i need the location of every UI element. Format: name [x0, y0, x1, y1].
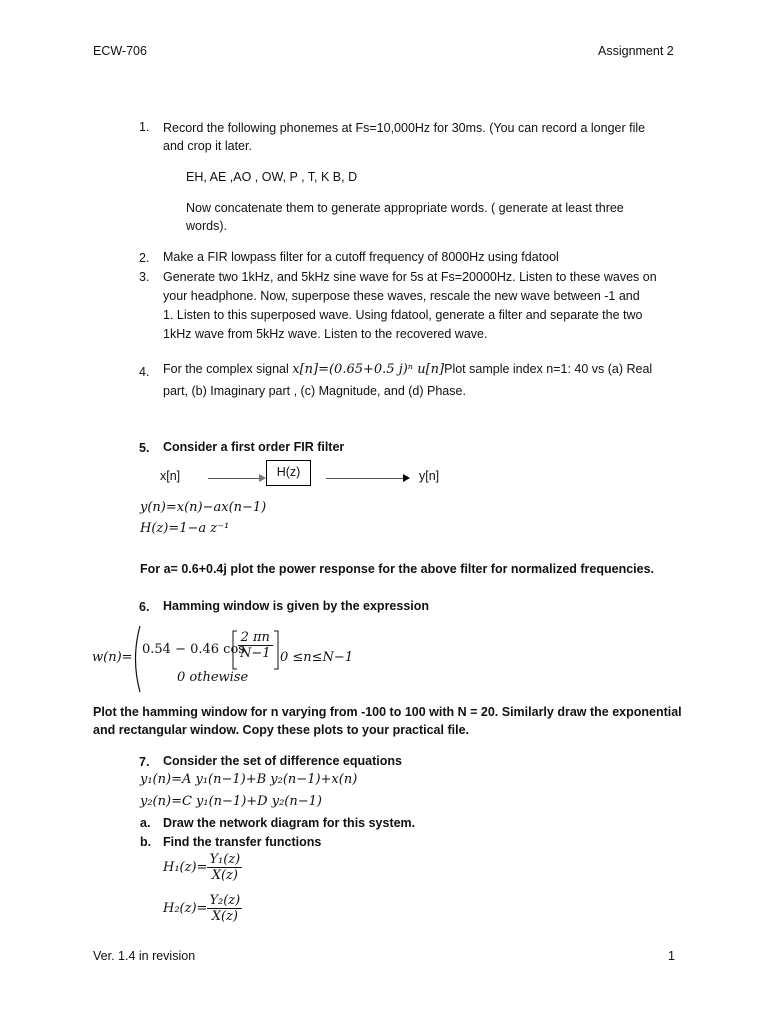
footer-page-number: 1: [668, 949, 675, 963]
transfer-h2: [163, 893, 242, 924]
h2-den: X(z): [211, 909, 238, 924]
q7-a-label: a.: [140, 816, 151, 830]
q3-line1: Generate two 1kHz, and 5kHz sine wave for 5s at Fs=20000Hz. Listen to these waves on: [163, 270, 657, 284]
hamming-case1-prefix: 0.54 − 0.46 cos: [142, 642, 245, 657]
hamming-big-paren: [130, 625, 142, 693]
q7-a-text: Draw the network diagram for this system.: [163, 816, 416, 830]
q5-transfer-function: H(z)=1−a z⁻¹: [140, 521, 230, 536]
q3-line3: 1. Listen to this superposed wave. Using fdatool, generate a filter and separate the two: [163, 308, 643, 322]
filter-block-label: H(z): [276, 465, 301, 479]
hamming-right-bracket: [273, 630, 279, 670]
q6-plot-line1: Plot the hamming window for n varying from -100 to 100 with N = 20. Similarly draw the exponential: [93, 705, 682, 719]
header-right: Assignment 2: [598, 44, 674, 58]
hamming-case2: 0 othewise: [177, 670, 249, 685]
h2-lhs: H₂(z)=: [163, 901, 208, 916]
q4-signal-formula: x[n]=(0.65+0.5 j)ⁿ u[n]: [292, 362, 445, 377]
q7-b-label: b.: [140, 835, 152, 849]
q1-concat-line2: words).: [186, 219, 227, 233]
hamming-frac-den: N−1: [240, 646, 271, 661]
q7-number: 7.: [139, 755, 150, 769]
q2-text: Make a FIR lowpass filter for a cutoff frequency of 8000Hz using fdatool: [163, 250, 559, 264]
q7-eq2: y₂(n)=C y₁(n−1)+D y₂(n−1): [140, 794, 322, 809]
h1-den: X(z): [211, 868, 238, 883]
filter-input-line: [208, 478, 262, 479]
filter-block: [266, 460, 311, 486]
q4-line1: [163, 362, 652, 377]
q6-plot-line2: and rectangular window. Copy these plots to your practical file.: [93, 723, 469, 737]
q3-number: 3.: [139, 270, 150, 284]
filter-output-arrowhead: [403, 474, 410, 482]
hamming-fraction: [238, 630, 273, 661]
q1-line2: and crop it later.: [163, 139, 252, 153]
q1-concat-line1: Now concatenate them to generate appropriate words. ( generate at least three: [186, 201, 624, 215]
filter-input-label: x[n]: [160, 469, 181, 483]
q4-pre: For the complex signal: [163, 362, 289, 376]
hamming-frac-num: 2 πn: [238, 630, 273, 646]
footer-left: Ver. 1.4 in revision: [93, 949, 196, 963]
q4-line2: part, (b) Imaginary part , (c) Magnitude, and (d) Phase.: [163, 384, 466, 398]
q5-difference-equation: y(n)=x(n)−ax(n−1): [140, 500, 267, 515]
h1-num: Y₁(z): [209, 852, 241, 867]
q7-text: Consider the set of difference equations: [163, 754, 402, 768]
filter-output-line: [326, 478, 404, 479]
q7-eq1: y₁(n)=A y₁(n−1)+B y₂(n−1)+x(n): [140, 772, 358, 787]
q5-text: Consider a first order FIR filter: [163, 440, 345, 454]
header-left: ECW-706: [93, 44, 147, 58]
transfer-h1: [163, 852, 242, 883]
q3-line4: 1kHz wave from 5kHz wave. Listen to the recovered wave.: [163, 327, 488, 341]
h1-lhs: H₁(z)=: [163, 860, 208, 875]
q3-line2: your headphone. Now, superpose these waves, rescale the new wave between -1 and: [163, 289, 640, 303]
filter-input-arrowhead: [259, 474, 266, 482]
q1-phonemes: EH, AE ,AO , OW, P , T, K B, D: [186, 170, 358, 184]
q4-number: 4.: [139, 365, 150, 379]
q4-post: Plot sample index n=1: 40 vs (a) Real: [444, 362, 653, 376]
hamming-lhs: w(n)=: [92, 650, 133, 665]
q2-number: 2.: [139, 251, 150, 265]
h2-num: Y₂(z): [209, 893, 241, 908]
hamming-case1-condition: 0 ≤n≤N−1: [280, 650, 354, 665]
q5-task: For a= 0.6+0.4j plot the power response for the above filter for normalized frequencies.: [140, 562, 655, 576]
q1-number: 1.: [139, 120, 150, 134]
q7-b-text: Find the transfer functions: [163, 835, 322, 849]
q6-text: Hamming window is given by the expression: [163, 599, 430, 613]
q6-number: 6.: [139, 600, 150, 614]
filter-output-label: y[n]: [419, 469, 440, 483]
q1-line1: Record the following phonemes at Fs=10,000Hz for 30ms. (You can record a longer file: [163, 121, 646, 135]
q5-number: 5.: [139, 441, 150, 455]
